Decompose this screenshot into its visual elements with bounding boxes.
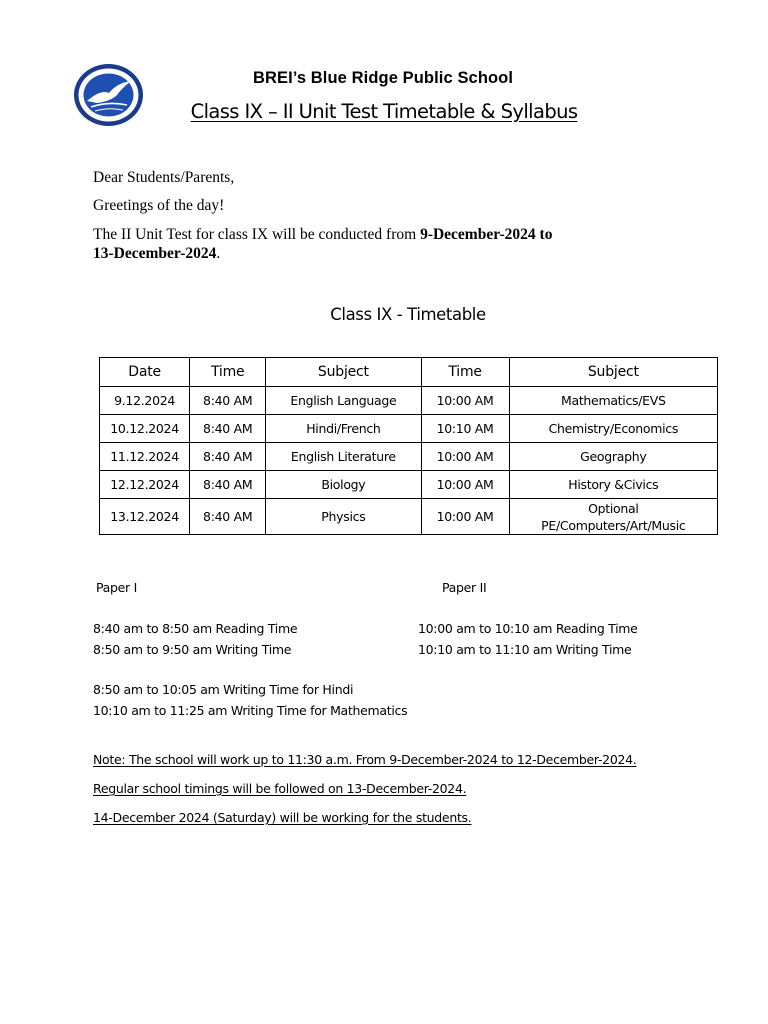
cell-subject-1: English Literature	[266, 443, 421, 471]
time-line: 8:40 am to 8:50 am Reading Time	[93, 621, 298, 636]
intro-dates-start: 9-December-2024 to	[420, 226, 553, 243]
table-row	[100, 499, 718, 535]
salutation: Dear Students/Parents,	[93, 169, 235, 186]
cell-time-1: 8:40 AM	[190, 415, 266, 443]
cell-time-2: 10:10 AM	[421, 415, 509, 443]
time-line: 10:00 am to 10:10 am Reading Time	[418, 621, 638, 636]
table-header-row	[100, 358, 718, 387]
paper-2-label: Paper II	[442, 580, 487, 595]
table-row	[100, 471, 718, 499]
cell-time-1: 8:40 AM	[190, 471, 266, 499]
greeting: Greetings of the day!	[93, 197, 225, 214]
cell-subject-1: Hindi/French	[266, 415, 421, 443]
note-line: Regular school timings will be followed on 13-December-2024.	[93, 781, 467, 796]
school-name: BREI’s Blue Ridge Public School	[252, 69, 514, 87]
cell-subject-1: English Language	[266, 387, 421, 415]
cell-subject-2-line: Optional	[588, 500, 639, 516]
paper-1-times	[93, 618, 297, 660]
cell-time-2: 10:00 AM	[421, 499, 509, 535]
cell-time-1: 8:40 AM	[190, 499, 266, 535]
time-line: 10:10 am to 11:10 am Writing Time	[418, 642, 632, 657]
note-line: 14-December 2024 (Saturday) will be working for the students.	[93, 810, 472, 825]
cell-subject-2: Chemistry/Economics	[509, 415, 717, 443]
cell-subject-2: Mathematics/EVS	[509, 387, 717, 415]
special-times	[93, 679, 407, 721]
cell-subject-2: History &Civics	[509, 471, 717, 499]
cell-date: 13.12.2024	[100, 499, 190, 535]
time-line: 8:50 am to 9:50 am Writing Time	[93, 642, 292, 657]
cell-time-1: 8:40 AM	[190, 443, 266, 471]
cell-time-2: 10:00 AM	[421, 471, 509, 499]
cell-date: 11.12.2024	[100, 443, 190, 471]
cell-subject-2-line: PE/Computers/Art/Music	[541, 517, 686, 533]
paper-1-label: Paper I	[96, 580, 137, 595]
header-time-2: Time	[421, 358, 509, 387]
cell-subject-2: Geography	[509, 443, 717, 471]
table-row	[100, 443, 718, 471]
header-time-1: Time	[190, 358, 266, 387]
cell-subject-2	[509, 499, 717, 535]
cell-date: 12.12.2024	[100, 471, 190, 499]
header-date: Date	[100, 358, 190, 387]
timetable-heading: Class IX - Timetable	[330, 305, 486, 324]
timetable-table	[99, 357, 718, 535]
header-subject-1: Subject	[266, 358, 421, 387]
header-subject-2: Subject	[509, 358, 717, 387]
cell-time-2: 10:00 AM	[421, 443, 509, 471]
notes	[93, 751, 636, 838]
intro-paragraph: The II Unit Test for class IX will be conducted from 9-December-2024 to 13-December-2024.	[93, 226, 553, 262]
cell-date: 9.12.2024	[100, 387, 190, 415]
cell-subject-1: Physics	[266, 499, 421, 535]
intro-dates-end: 13-December-2024	[93, 245, 217, 262]
paper-2-times	[418, 618, 638, 660]
cell-time-2: 10:00 AM	[421, 387, 509, 415]
table-row	[100, 387, 718, 415]
note-line: Note: The school will work up to 11:30 a.m. From 9-December-2024 to 12-December-2024.	[93, 752, 637, 767]
table-row	[100, 415, 718, 443]
cell-subject-1: Biology	[266, 471, 421, 499]
time-line: 10:10 am to 11:25 am Writing Time for Mathematics	[93, 703, 408, 718]
document-title: Class IX – II Unit Test Timetable & Syllabus	[190, 100, 578, 123]
time-line: 8:50 am to 10:05 am Writing Time for Hindi	[93, 682, 354, 697]
cell-date: 10.12.2024	[100, 415, 190, 443]
cell-time-1: 8:40 AM	[190, 387, 266, 415]
